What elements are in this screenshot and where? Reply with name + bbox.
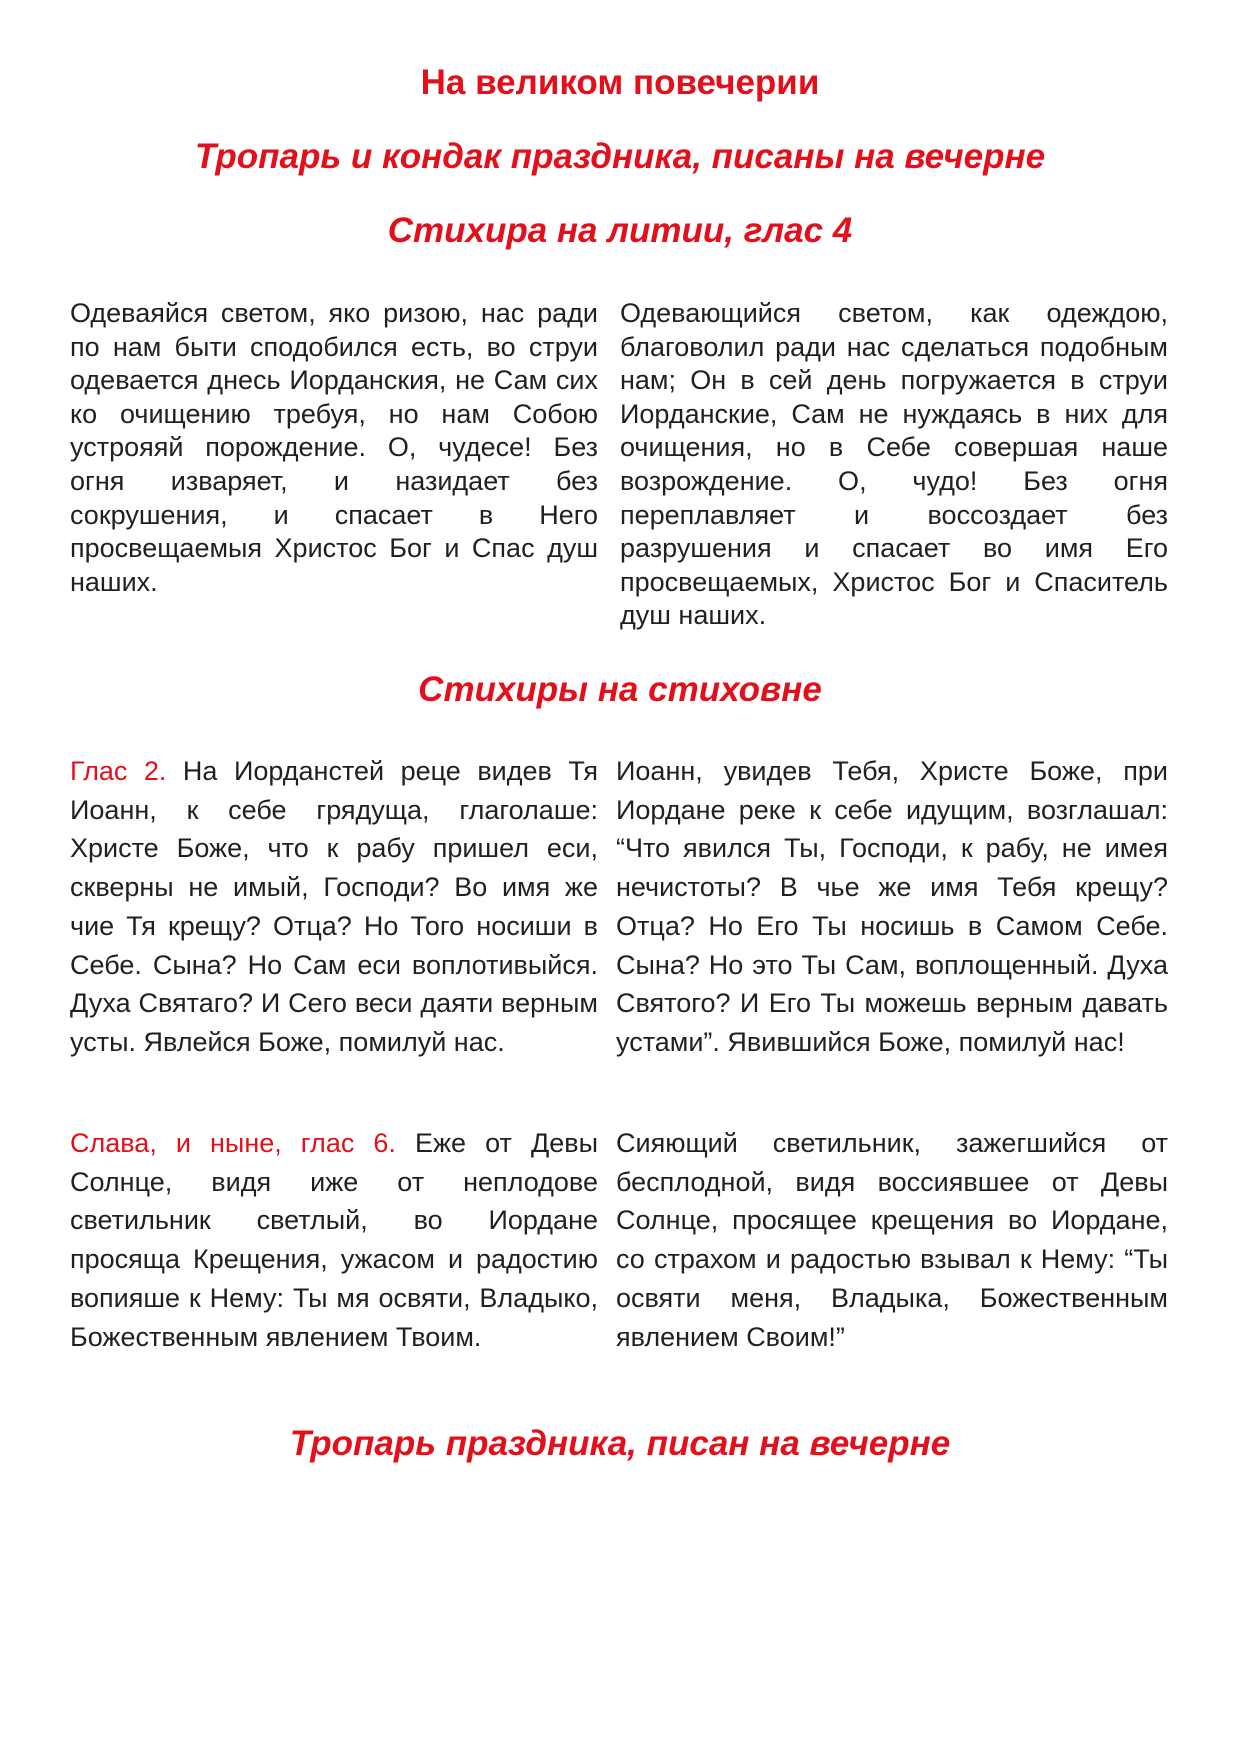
glory-rubric: Слава, и ныне, глас 6. [70, 1128, 396, 1158]
sticheron-1-slavonic-text: На Иорданстей реце видев Тя Иоанн, к себе грядуща, глаголаше: Христе Боже, что к рабу пришел еси, скверны не имый, Господи? Во имя же чие Тя крещу? Отца? Но Того носиши в Себе. Сына? Но Сам еси воплотивыйся. Духа Святаго? И Сего веси даяти верным усты. Явлейся Боже, помилуй нас. [70, 756, 598, 1057]
sticheron-2-slavonic-text: Еже от Девы Солнце, видя иже от неплодове светильник светлый, во Иордане просяща Крещения, ужасом и радостию вопияше к Нему: Ты мя освяти, Владыко, Божественным явлением Твоим. [70, 1128, 598, 1352]
heading-litiya-sticheron: Стихира на литии, глас 4 [387, 211, 853, 250]
heading-troparion-kontakion: Тропарь и кондак праздника, писаны на вечерне [194, 137, 1046, 176]
litiya-russian-text: Одевающийся светом, как одеждою, благоволил ради нас сделаться подобным нам; Он в сей день погружается в струи Иорданские, Сам не нуждаясь в них для очищения, но в Себе совершая наше возрождение. О, чудо! Без огня переплавляет и воссоздает без разрушения и спасает во имя Его просвещаемых, Христос Бог и Спаситель душ наших. [620, 298, 1168, 631]
tone-rubric: Глас 2. [70, 756, 167, 786]
sticheron-1-slavonic [70, 752, 598, 1062]
sticheron-2-slavonic [70, 1124, 598, 1356]
heading-aposticha: Стихиры на стиховне [418, 670, 822, 709]
heading-troparion: Тропарь праздника, писан на вечерне [289, 1424, 951, 1463]
sticheron-1-russian: Иоанн, увидев Тебя, Христе Боже, при Иордане реке к себе идущим, возглашал: “Что явился Ты, Господи, к рабу, не имея нечистоты? В чье же имя Тебя крещу? Отца? Но Его Ты носишь в Самом Себе. Сына? Но это Ты Сам, воплощенный. Духа Святого? И Его Ты можешь верным давать устами”. Явившийся Боже, помилуй нас! [616, 756, 1168, 1057]
sticheron-2-russian: Сияющий светильник, зажегшийся от бесплодной, видя воссиявшее от Девы Солнце, просящее крещения во Иордане, со страхом и радостью взывал к Нему: “Ты освяти меня, Владыка, Божественным явлением Своим!” [616, 1128, 1168, 1352]
heading-great-compline: На великом повечерии [420, 63, 820, 102]
litiya-slavonic-text: Одеваяйся светом, яко ризою, нас ради по нам быти сподобился есть, во струи одевается днесь Иорданския, не Сам сих ко очищению требуя, но нам Собою устрояяй порождение. О, чудесе! Без огня изваряет, и назидает без сокрушения, и спасает в Него просвещаемыя Христос Бог и Спас душ наших. [70, 298, 598, 597]
